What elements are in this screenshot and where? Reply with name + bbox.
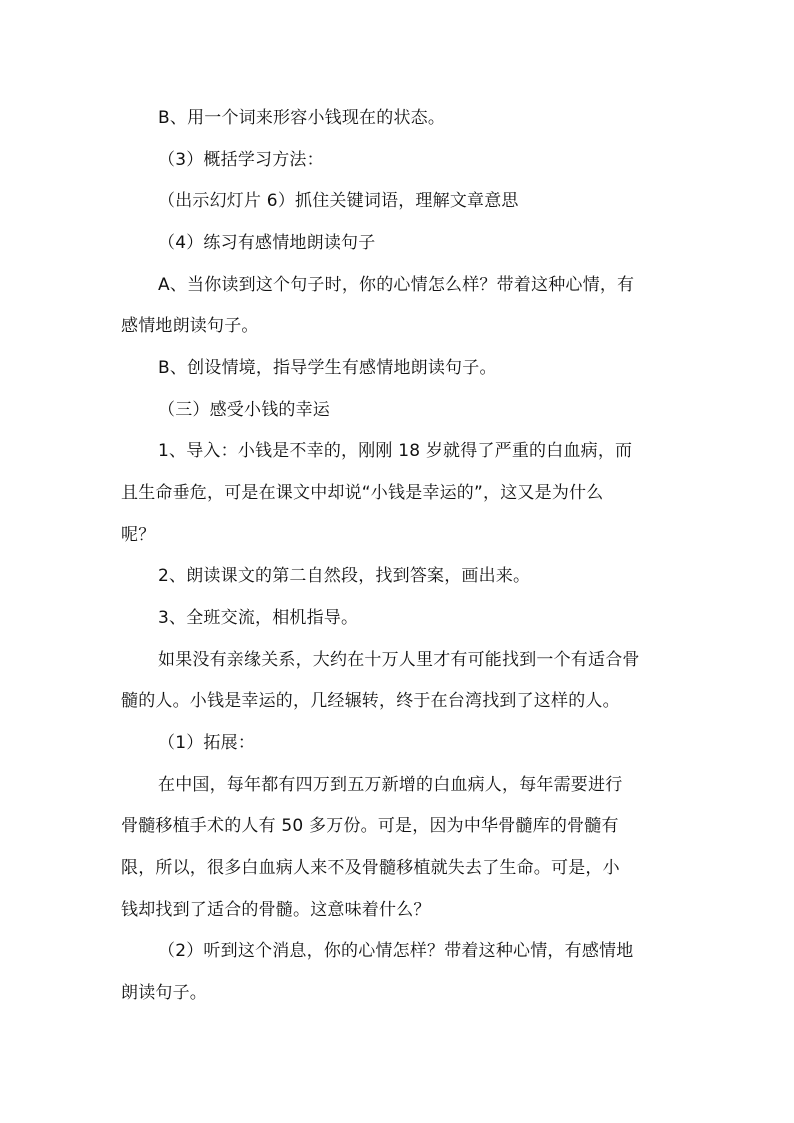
text-line: 2、朗读课文的第二自然段，找到答案，画出来。 [158, 566, 531, 586]
text-line: （出示幻灯片 6）抓住关键词语，理解文章意思 [158, 191, 519, 211]
text-line: 3、全班交流，相机指导。 [158, 608, 359, 628]
text-line: （4）练习有感情地朗读句子 [158, 233, 376, 253]
text-line: 且生命垂危，可是在课文中却说“小钱是幸运的”，这又是为什么 [121, 483, 604, 503]
text-line: 骨髓移植手术的人有 50 多万份。可是，因为中华骨髓库的骨髓有 [121, 816, 619, 836]
text-line: B、用一个词来形容小钱现在的状态。 [158, 108, 446, 128]
text-line: 限，所以，很多白血病人来不及骨髓移植就失去了生命。可是，小 [121, 858, 620, 878]
text-line: B、创设情境，指导学生有感情地朗读句子。 [158, 358, 497, 378]
text-line: 髓的人。小钱是幸运的，几经辗转，终于在台湾找到了这样的人。 [121, 691, 620, 711]
text-line: 在中国，每年都有四万到五万新增的白血病人，每年需要进行 [158, 775, 623, 795]
text-line: （3）概括学习方法： [158, 150, 324, 170]
text-line: A、当你读到这个句子时，你的心情怎么样？带着这种心情，有 [158, 275, 635, 295]
section-heading: （三）感受小钱的幸运 [158, 400, 330, 420]
text-line: 朗读句子。 [121, 983, 207, 1003]
text-line: 如果没有亲缘关系，大约在十万人里才有可能找到一个有适合骨 [158, 650, 640, 670]
text-line: 1、导入：小钱是不幸的，刚刚 18 岁就得了严重的白血病，而 [158, 441, 633, 461]
text-line: 呢？ [121, 525, 156, 545]
text-line: 钱却找到了适合的骨髓。这意味着什么？ [121, 900, 431, 920]
text-line: （1）拓展： [158, 733, 256, 753]
text-line: （2）听到这个消息，你的心情怎样？带着这种心情，有感情地 [158, 941, 634, 961]
text-line: 感情地朗读句子。 [121, 316, 259, 336]
